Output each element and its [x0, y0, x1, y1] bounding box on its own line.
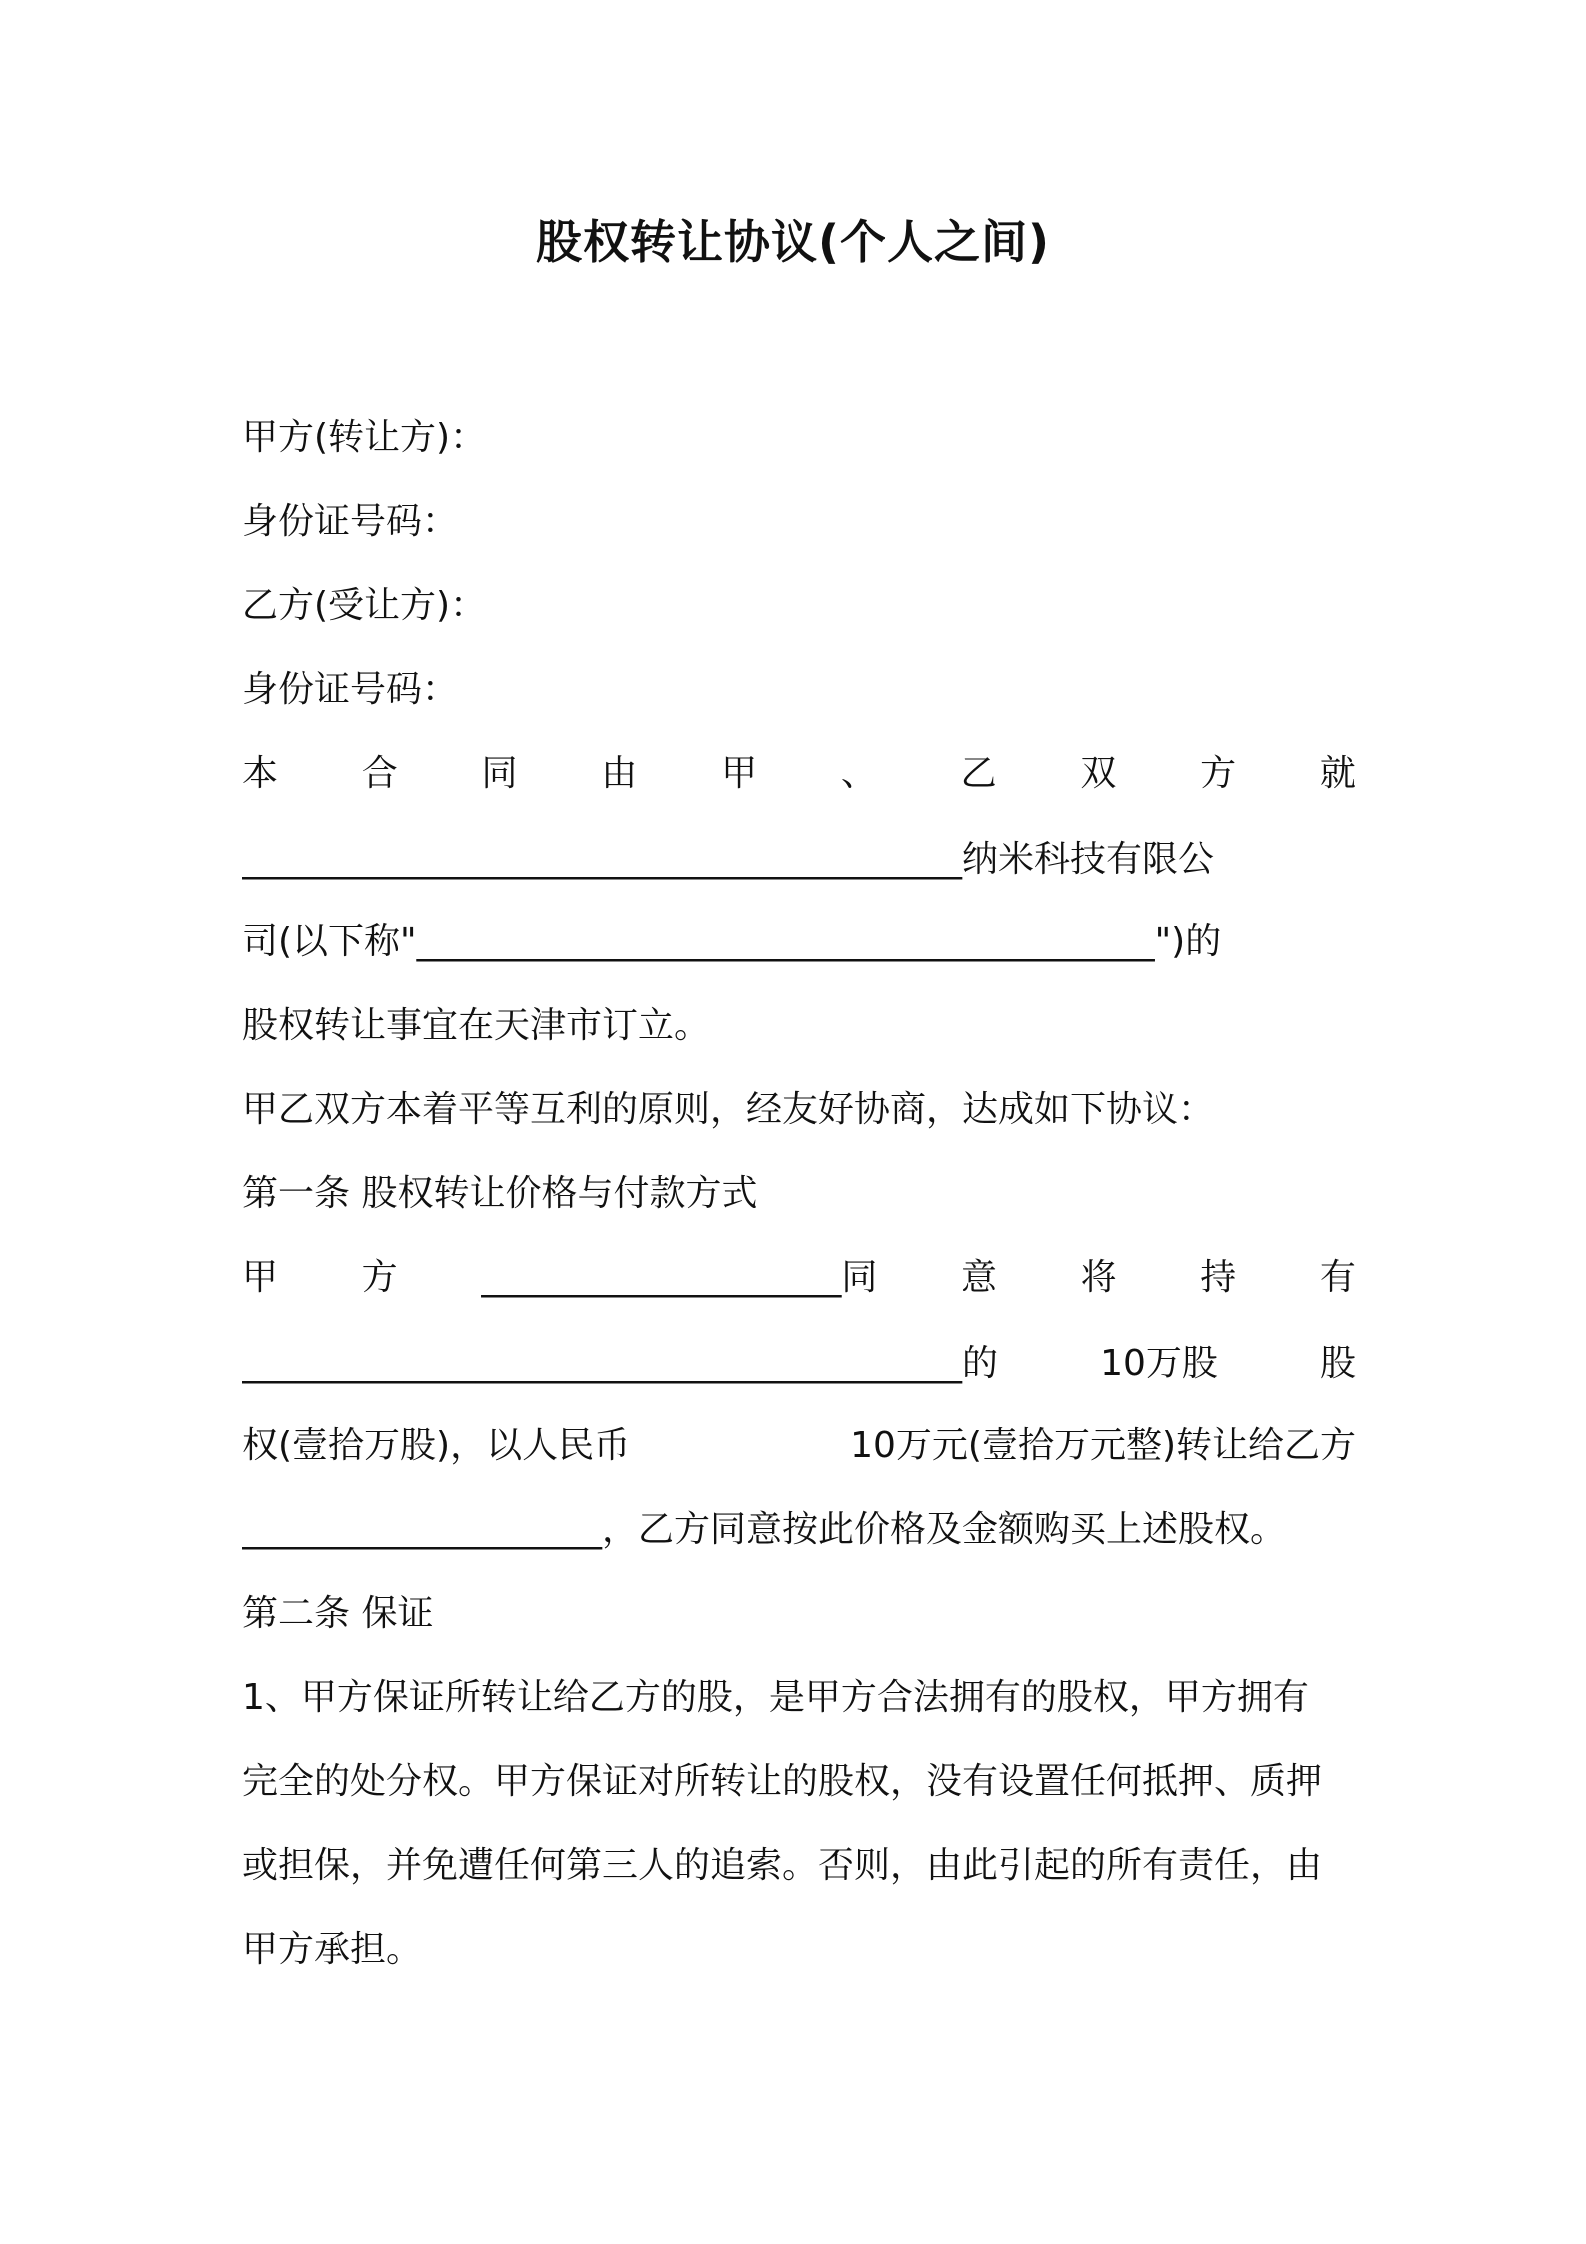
article-1-line-3 [242, 1420, 1356, 1472]
principle-line: 甲乙双方本着平等互利的原则，经友好协商，达成如下协议： [242, 1089, 1215, 1130]
intro-char: 双 [1080, 753, 1117, 794]
intro-char: 乙 [960, 753, 997, 794]
party-a-id-label: 身份证号码： [242, 501, 459, 542]
article-1-heading: 第一条 股权转让价格与付款方式 [242, 1173, 758, 1214]
article-1-fragment: 股 [1319, 1343, 1356, 1384]
intro-char: 就 [1319, 753, 1356, 794]
article-1-fragment: 将 [1080, 1257, 1117, 1298]
party-b-id-label: 身份证号码： [242, 669, 459, 710]
article-2-para-1-line-3: 或担保，并免遭任何第三人的追索。否则，由此引起的所有责任，由 [242, 1845, 1323, 1886]
article-1-fragment: ____________________同 [481, 1257, 878, 1298]
party-b-label: 乙方(受让方)： [242, 585, 487, 626]
article-1-fragment: 持 [1200, 1257, 1237, 1298]
intro-char: 由 [601, 753, 638, 794]
article-1-fragment: 方 [361, 1257, 398, 1298]
article-1-fragment: ________________________________________的 [242, 1343, 998, 1384]
article-1-fragment: 权(壹拾万股)，以人民币 [242, 1425, 631, 1466]
article-1-line-2 [242, 1338, 1356, 1390]
article-2-para-1-line-4: 甲方承担。 [242, 1929, 423, 1970]
article-2-heading: 第二条 保证 [242, 1593, 434, 1634]
article-1-fragment: 有 [1319, 1257, 1356, 1298]
intro-line-1 [242, 748, 1356, 800]
intro-char: 本 [242, 753, 279, 794]
article-1-line-1 [242, 1252, 1356, 1304]
intro-line-2: ________________________________________纳米科技有限公 [242, 839, 1215, 880]
intro-char: 、 [840, 753, 877, 794]
article-2-para-1-line-1: 1、甲方保证所转让给乙方的股，是甲方合法拥有的股权，甲方拥有 [242, 1677, 1309, 1718]
intro-char: 合 [361, 753, 398, 794]
intro-char: 方 [1200, 753, 1237, 794]
party-a-label: 甲方(转让方)： [242, 417, 487, 458]
article-1-fragment: 10万股 [1100, 1343, 1218, 1384]
intro-line-3: 司(以下称"_________________________________________")的 [242, 921, 1222, 962]
article-2-para-1-line-2: 完全的处分权。甲方保证对所转让的股权，没有设置任何抵押、质押 [242, 1761, 1323, 1802]
intro-char: 甲 [721, 753, 758, 794]
article-1-line-4: ____________________，乙方同意按此价格及金额购买上述股权。 [242, 1509, 1287, 1550]
intro-char: 同 [481, 753, 518, 794]
intro-line-4: 股权转让事宜在天津市订立。 [242, 1005, 711, 1046]
article-1-fragment: 10万元(壹拾万元整)转让给乙方 [850, 1425, 1356, 1466]
article-1-fragment: 甲 [242, 1257, 279, 1298]
document-title: 股权转让协议(个人之间) [535, 215, 1051, 269]
article-1-fragment: 意 [960, 1257, 997, 1298]
